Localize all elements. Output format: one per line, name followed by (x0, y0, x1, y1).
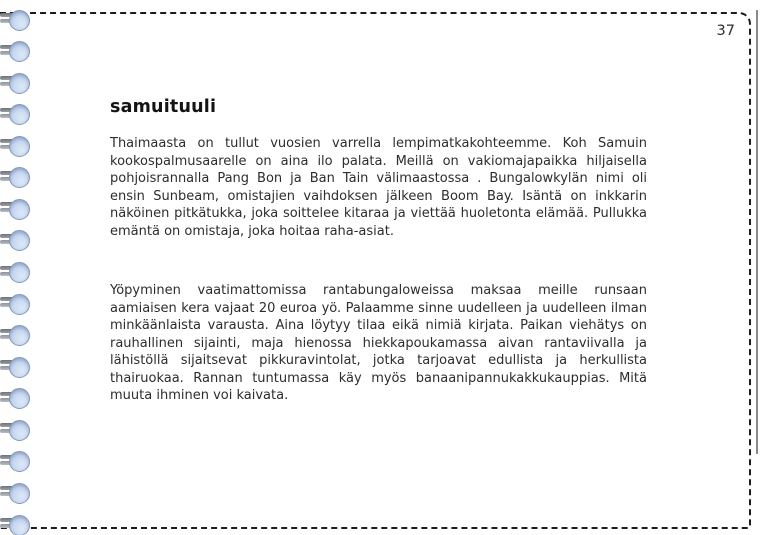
page-stack-edge (756, 10, 758, 454)
binder-rings (0, 0, 34, 535)
ring-ball-icon (9, 199, 30, 220)
page-number: 37 (716, 23, 735, 39)
ring-ball-icon (9, 10, 30, 31)
ring-ball-icon (9, 294, 30, 315)
ring-ball-icon (9, 357, 30, 378)
ring-ball-icon (9, 388, 30, 409)
page-title: samuituuli (110, 97, 217, 117)
ring-ball-icon (9, 515, 30, 535)
ring-ball-icon (9, 262, 30, 283)
ring-ball-icon (9, 451, 30, 472)
ring-ball-icon (9, 73, 30, 94)
ring-ball-icon (9, 167, 30, 188)
ring-ball-icon (9, 483, 30, 504)
paragraph-1: Thaimaasta on tullut vuosien varrella lempimatkakohteemme. Koh Samuin kookospalmusaarelle on aina ilo palata. Meillä on vakiomajapaikka hiljaisella pohjoisrannalla Pang Bon ja Ban Tain välimaastossa . Bungalowkylän nimi oli ensin Sunbeam, omistajien vaihdoksen jälkeen Boom Bay. Isäntä on inkkarin näköinen pitkätukka, joka soittelee kitaraa ja viettää huoletonta elämää. Pullukka emäntä on omistaja, joka hoitaa raha-asiat. (110, 136, 647, 239)
ring-ball-icon (9, 104, 30, 125)
ring-ball-icon (9, 325, 30, 346)
ring-ball-icon (9, 230, 30, 251)
ring-ball-icon (9, 420, 30, 441)
paragraph-2: Yöpyminen vaatimattomissa rantabungaloweissa maksaa meille runsaan aamiaisen kera vajaat 20 euroa yö. Palaamme sinne uudelleen ja uudelleen ilman minkäänlaista varausta. Aina löytyy tilaa eikä nimiä kirjata. Paikan viehätys on rauhallinen sijainti, maja hienossa hiekkapoukamassa aivan rantaviivalla ja lähistöllä sijaitsevat pikkuravintolat, jotka tarjoavat edullista ja herkullista thairuokaa. Rannan tuntumassa käy myös banaanipannukakkukauppias. Mitä muuta ihminen voi kaivata. (110, 283, 647, 403)
page-border (0, 12, 751, 529)
ring-ball-icon (9, 41, 30, 62)
ring-ball-icon (9, 136, 30, 157)
